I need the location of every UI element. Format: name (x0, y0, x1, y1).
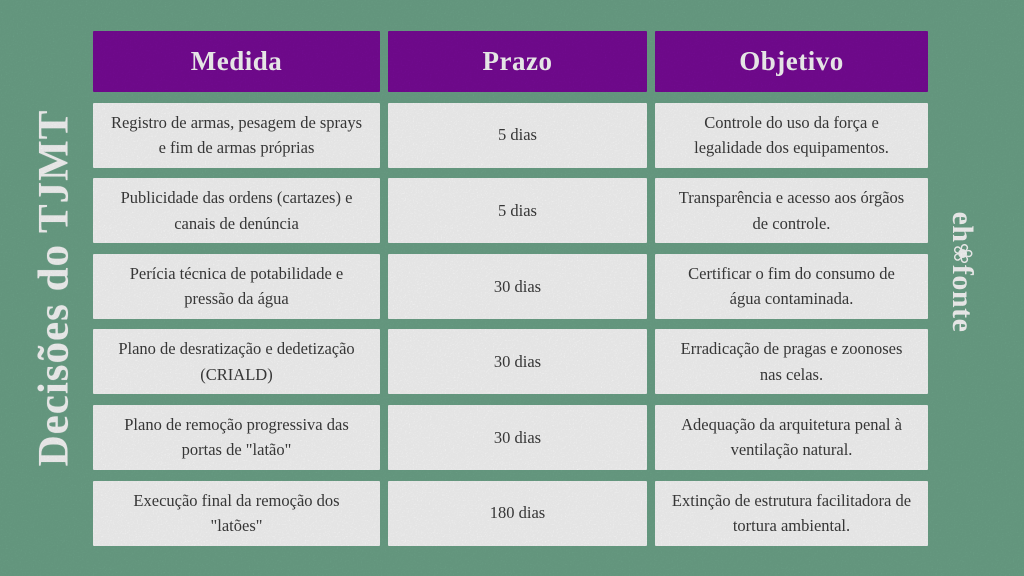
prazo-cell: 5 dias (388, 178, 647, 243)
header-prazo: Prazo (388, 31, 647, 92)
objetivo-cell: Controle do uso da força e legalidade dos equipamentos. (655, 103, 928, 168)
ehfonte-watermark (945, 212, 979, 333)
objetivo-cell: Adequação da arquitetura penal à ventilação natural. (655, 405, 928, 470)
prazo-cell: 30 dias (388, 329, 647, 394)
objetivo-cell: Erradicação de pragas e zoonoses nas celas. (655, 329, 928, 394)
objetivo-cell: Extinção de estrutura facilitadora de tortura ambiental. (655, 481, 928, 546)
medida-cell: Perícia técnica de potabilidade e pressão da água (93, 254, 380, 319)
header-objetivo: Objetivo (655, 31, 928, 92)
prazo-cell: 30 dias (388, 254, 647, 319)
decisions-table (93, 31, 928, 546)
medida-cell: Registro de armas, pesagem de sprays e fim de armas próprias (93, 103, 380, 168)
header-medida: Medida (93, 31, 380, 92)
medida-cell: Plano de desratização e dedetização (CRIALD) (93, 329, 380, 394)
medida-cell: Publicidade das ordens (cartazes) e canais de denúncia (93, 178, 380, 243)
medida-cell: Plano de remoção progressiva das portas de "latão" (93, 405, 380, 470)
watermark-prefix: eh (946, 211, 979, 243)
medida-cell: Execução final da remoção dos "latões" (93, 481, 380, 546)
prazo-cell: 30 dias (388, 405, 647, 470)
watermark-suffix: fonte (946, 264, 979, 333)
objetivo-cell: Certificar o fim do consumo de água contaminada. (655, 254, 928, 319)
prazo-cell: 5 dias (388, 103, 647, 168)
left-vertical-title: Decisões do TJMT (30, 109, 78, 467)
ehfonte-ornament-icon: ❀ (947, 242, 977, 265)
objetivo-cell: Transparência e acesso aos órgãos de controle. (655, 178, 928, 243)
prazo-cell: 180 dias (388, 481, 647, 546)
